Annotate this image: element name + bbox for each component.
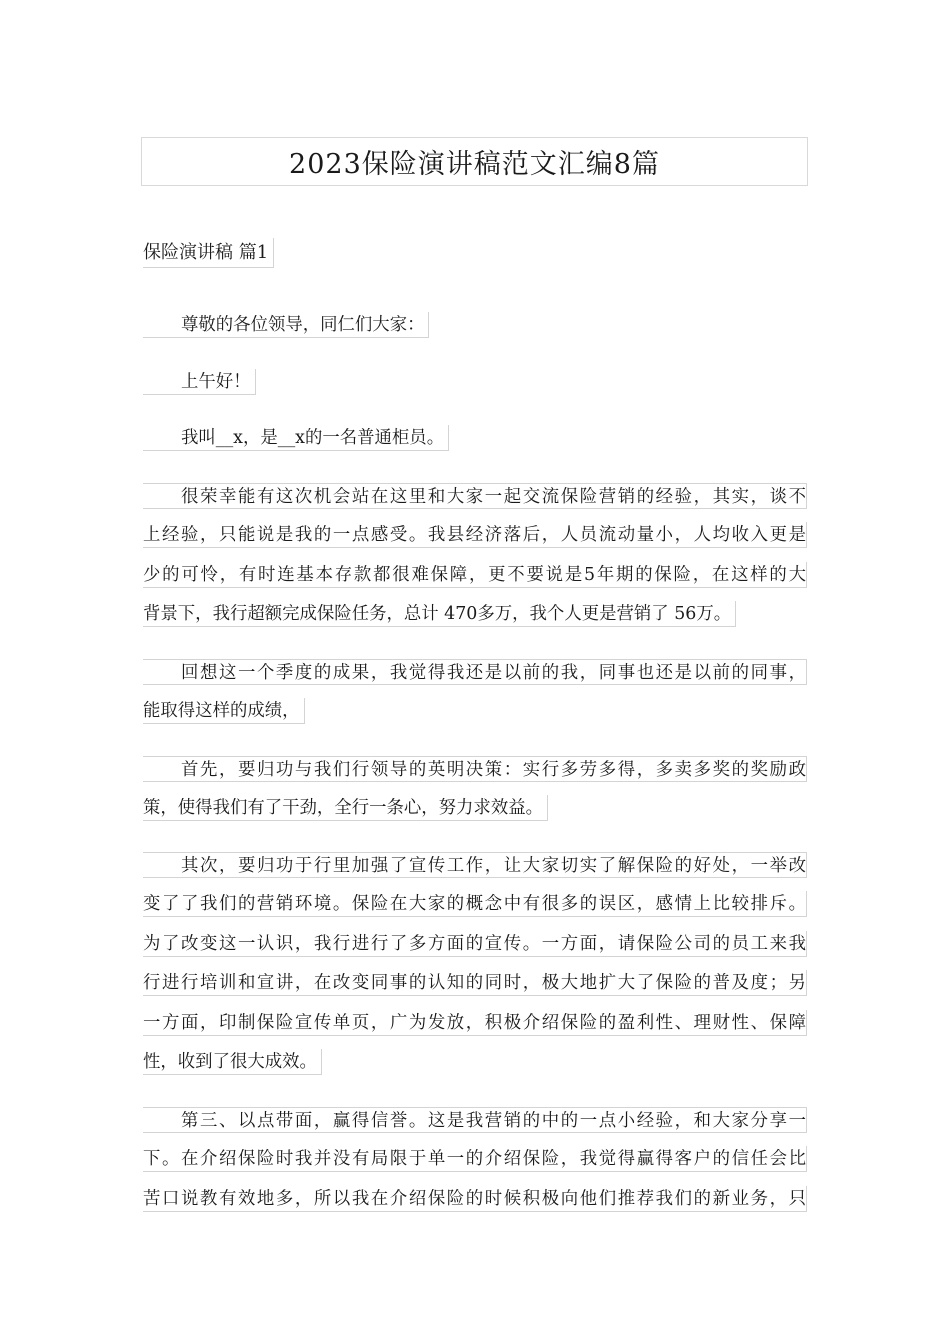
- text-line: 回想这一个季度的成果，我觉得我还是以前的我，同事也还是以前的同事，: [143, 659, 807, 685]
- text-line: 能取得这样的成绩，: [143, 698, 305, 724]
- text-line: 尊敬的各位领导，同仁们大家：: [143, 312, 429, 338]
- text-line: 变了了我们的营销环境。保险在大家的概念中有很多的误区，感情上比较排斥。: [143, 891, 807, 917]
- text-line: 性，收到了很大成效。: [143, 1049, 322, 1075]
- text-line: 行进行培训和宣讲，在改变同事的认知的同时，极大地扩大了保险的普及度；另: [143, 970, 807, 996]
- text-line: 一方面，印制保险宣传单页，广为发放，积极介绍保险的盈利性、理财性、保障: [143, 1010, 807, 1036]
- text-line: 策，使得我们有了干劲，全行一条心，努力求效益。: [143, 795, 548, 821]
- text-line: 首先，要归功与我们行领导的英明决策：实行多劳多得，多卖多奖的奖励政: [143, 756, 807, 782]
- text-line: 很荣幸能有这次机会站在这里和大家一起交流保险营销的经验，其实，谈不: [143, 483, 807, 509]
- text-line: 其次，要归功于行里加强了宣传工作，让大家切实了解保险的好处，一举改: [143, 852, 807, 878]
- text-line: 上经验，只能说是我的一点感受。我县经济落后，人员流动量小，人均收入更是: [143, 522, 807, 548]
- document-title-box: [141, 137, 808, 186]
- document-title: 2023保险演讲稿范文汇编8篇: [289, 149, 660, 180]
- text-line: 我叫__x，是__x的一名普通柜员。: [143, 425, 449, 451]
- text-line: 上午好！: [143, 369, 256, 395]
- text-line: 背景下，我行超额完成保险任务，总计 470多万，我个人更是营销了 56万。: [143, 601, 736, 627]
- section-heading: 保险演讲稿 篇1: [143, 238, 274, 268]
- text-line: 下。在介绍保险时我并没有局限于单一的介绍保险，我觉得赢得客户的信任会比: [143, 1146, 807, 1172]
- text-line: 苦口说教有效地多，所以我在介绍保险的时候积极向他们推荐我们的新业务，只: [143, 1186, 807, 1212]
- text-line: 为了改变这一认识，我行进行了多方面的宣传。一方面，请保险公司的员工来我: [143, 931, 807, 957]
- text-line: 第三、以点带面，赢得信誉。这是我营销的中的一点小经验，和大家分享一: [143, 1107, 807, 1133]
- text-line: 少的可怜，有时连基本存款都很难保障，更不要说是5年期的保险，在这样的大: [143, 562, 807, 588]
